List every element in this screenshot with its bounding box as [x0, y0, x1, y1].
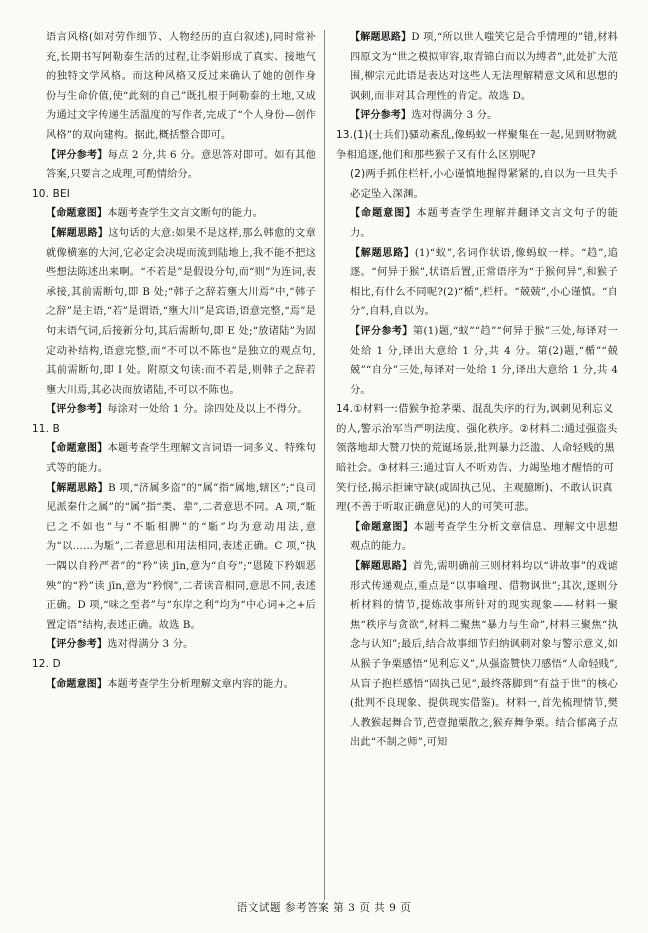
- explanation-paragraph: [336, 557, 618, 753]
- explanation-paragraph: [32, 479, 316, 636]
- answer-paragraph: (2)两手抓住栏杆,小心谨慎地握得紧紧的,自以为一旦失手必定坠入深渊。: [350, 168, 618, 200]
- explanation-paragraph: [32, 635, 316, 655]
- answer-paragraph: [336, 126, 618, 165]
- section-text: 第(1)题,“蚁”“趋”“何异于猴”三处,每译对一处给 1 分,译出大意给 1 分,共 4 分。第(2)题,“楯”“兢兢”“自分”三处,每译对一处给 1 分,译出大意给 1 分,共 4 分。: [350, 325, 619, 396]
- explanation-paragraph: [32, 204, 316, 224]
- section-tag: 【命题意图】: [46, 208, 108, 220]
- section-tag: 【命题意图】: [350, 208, 417, 220]
- section-tag: 【命题意图】: [46, 678, 108, 690]
- explanation-paragraph: [336, 244, 618, 322]
- section-tag: 【命题意图】: [350, 521, 414, 533]
- question-number: 13.: [336, 128, 354, 141]
- answer-paragraph: [336, 400, 618, 518]
- section-tag: 【解题思路】: [46, 227, 109, 239]
- section-tag: 【解题思路】: [350, 247, 415, 259]
- section-text: D 项,“所以世人嗤笑它是合乎情理的”错,材料四原文为“世之模拟审容,取青锦白而以为缚者”,此处扩大范围,柳宗元此语是表达对这些人无法理解精意文风和思想的讽刺,而非对其合理性的肯定。故选 D。: [350, 32, 619, 102]
- section-tag: 【命题意图】: [46, 443, 108, 455]
- section-text: 这句话的大意:如果不是这样,那么韩愈的文章就像横塞的大河,它必定会决堤而流到陆地上,我不能不把这些想法陈述出来啊。“不若是”是假设分句,而“则”为连词,表承接,其前需断句,即 B 处;“韩子之辞若壅大川焉”中,“韩子之辞”是主语,“若”是谓语,“壅大川”是宾语,语意完整,“焉”是句末语气词,后接新分句,其后需断句,即 E 处;“放诸陆”为固定动补结构,语意完整,而“不可以不陈也”是独立的观点句,其前需断句,即 I 处。附原文句读:而不若是,则韩子之辞若壅大川焉,其必决而放诸陆,不可以不陈也。: [46, 227, 317, 396]
- section-text: 本题考查学生理解文言词语一词多义、特殊句式等的能力。: [46, 443, 316, 475]
- section-text: 本题考查学生文言文断句的能力。: [107, 208, 264, 220]
- question-number: 11. B: [32, 422, 60, 435]
- section-tag: 【解题思路】: [350, 32, 412, 43]
- section-tag: 【解题思路】: [350, 561, 413, 573]
- text-paragraph: 语言风格(如对劳作细节、人物经历的直白叙述),同时常补充,长期书写阿勒泰生活的过程,让李娟形成了真实、接地气的独特文学风格。而这种风格又反过来确认了她的创作身份与生命价值,使“此刻的自己”既扎根于阿勒泰的土地,又成为通过文字传递生活温度的写作者,完成了“个人身份—创作风格”的双向建构。据此,概括整合即可。: [46, 32, 316, 141]
- section-tag: 【评分参考】: [350, 110, 412, 122]
- section-text: 每涂对一处给 1 分。涂四处及以上不得分。: [107, 404, 308, 416]
- explanation-paragraph: [336, 28, 618, 106]
- explanation-paragraph: [32, 675, 316, 695]
- section-text: 选对得满分 3 分。: [107, 639, 194, 651]
- section-tag: 【解题思路】: [46, 482, 109, 494]
- explanation-paragraph: [336, 204, 618, 243]
- section-text: B 项,“济属多盗”的“属”指“属地,辖区”;“良司见派秦什之属”的“属”指“类、辈”,二者意思不同。A 项,“駈已之不如也”与“不駈相脾”的“駈”均为意动用法,意为“以……为駈”,二者意思和用法相同,表述正确。C 项,“执一隅以自矜严者”的“矜”读 jīn,意为“自夸”;“恩陵下矜姻恶殃”的“矜”读 jīn,意为“矜悯”,二者读音相同,意思不同,表述正确。D 项,“味之至者”与“东岸之利”均为“中心词+之+后置定语”结构,表述正确。故选 B。: [46, 482, 316, 631]
- page-footer: 语文试题 参考答案 第 3 页 共 9 页: [236, 902, 412, 914]
- section-text: 本题考查学生分析文章信息、理解文中思想观点的能力。: [350, 521, 618, 553]
- right-column: [336, 28, 618, 753]
- answer-text: (1)(士兵们)骚动紊乱,像蚂蚁一样聚集在一起,见到财物就争相追逐,他们和那些猴子又有什么区别呢?: [336, 128, 617, 161]
- section-text: 首先,需明确前三则材料均以“讲故事”的戏谑形式传递观点,重点是“以事喻理、借物讽世”;其次,逐则分析材料的情节,提炼故事所针对的现实现象——材料一聚焦“秩序与贪欲”,材料二聚焦“暴力与生命”,材料三聚焦“执念与认知”;最后,结合故事细节归纳讽刺对象与警示意义,如从猴子争栗感悟“见利忘义”,从强盗赞快刀感悟“人命轻贱”,从盲子抱栏感悟“固执己见”,最终落脚到“有益于世”的核心(批判不良现象、提供现实借鉴)。材料一,首先梳理情节,樊人教猴起舞合节,芭壹抛栗散之,猴弃舞争栗。结合郁离子点出此“不制之师”,可知: [350, 561, 618, 749]
- explanation-paragraph: [32, 400, 316, 420]
- section-tag: 【评分参考】: [46, 404, 108, 416]
- section-text: 每点 2 分,共 6 分。意思答对即可。如有其他答案,只要言之成理,可酌情给分。: [46, 149, 317, 181]
- question-number: 12. D: [32, 658, 61, 670]
- question-number: 10. BEI: [32, 187, 70, 200]
- column-divider: [324, 30, 325, 900]
- explanation-paragraph: [336, 106, 618, 126]
- explanation-paragraph: [32, 439, 316, 478]
- section-tag: 【评分参考】: [46, 149, 108, 161]
- explanation-paragraph: [32, 224, 316, 400]
- answer-text: ①材料一:借猴争抢茅栗、混乱失序的行为,讽刺见利忘义的人,警示治军当严明法度、强化秩序。②材料二:通过强盗头领落地却大赞刀快的荒诞场景,批判暴力泛滥、人命轻贱的黑暗社会。③材料三:通过盲人不听劝告、力竭坠地才醒悟的可笑行径,揭示拒谏守缺(或固执己见、主观臆断)、不敢认识真理(不善于听取正确意见)的人的可笑可悲。: [336, 403, 618, 514]
- section-text: 本题考查学生分析理解文章内容的能力。: [107, 678, 295, 690]
- explanation-paragraph: [336, 518, 618, 557]
- section-text: (1)“蚁”,名词作状语,像蚂蚁一样。“趋”,追逐。“何异于猴”,状语后置,正常语序为“于猴何异”,和猴子相比,有什么不同呢?(2)“楯”,栏杆。“兢兢”,小心谨慎。“自分”,自料,自以为。: [350, 247, 619, 318]
- section-tag: 【评分参考】: [46, 639, 108, 651]
- left-column: [32, 28, 316, 694]
- explanation-paragraph: [32, 146, 316, 185]
- section-tag: 【评分参考】: [350, 325, 413, 337]
- explanation-paragraph: [336, 322, 618, 400]
- section-text: 选对得满分 3 分。: [411, 110, 498, 122]
- question-number: 14.: [336, 403, 354, 416]
- section-text: 本题考查学生理解并翻译文言文句子的能力。: [350, 208, 618, 239]
